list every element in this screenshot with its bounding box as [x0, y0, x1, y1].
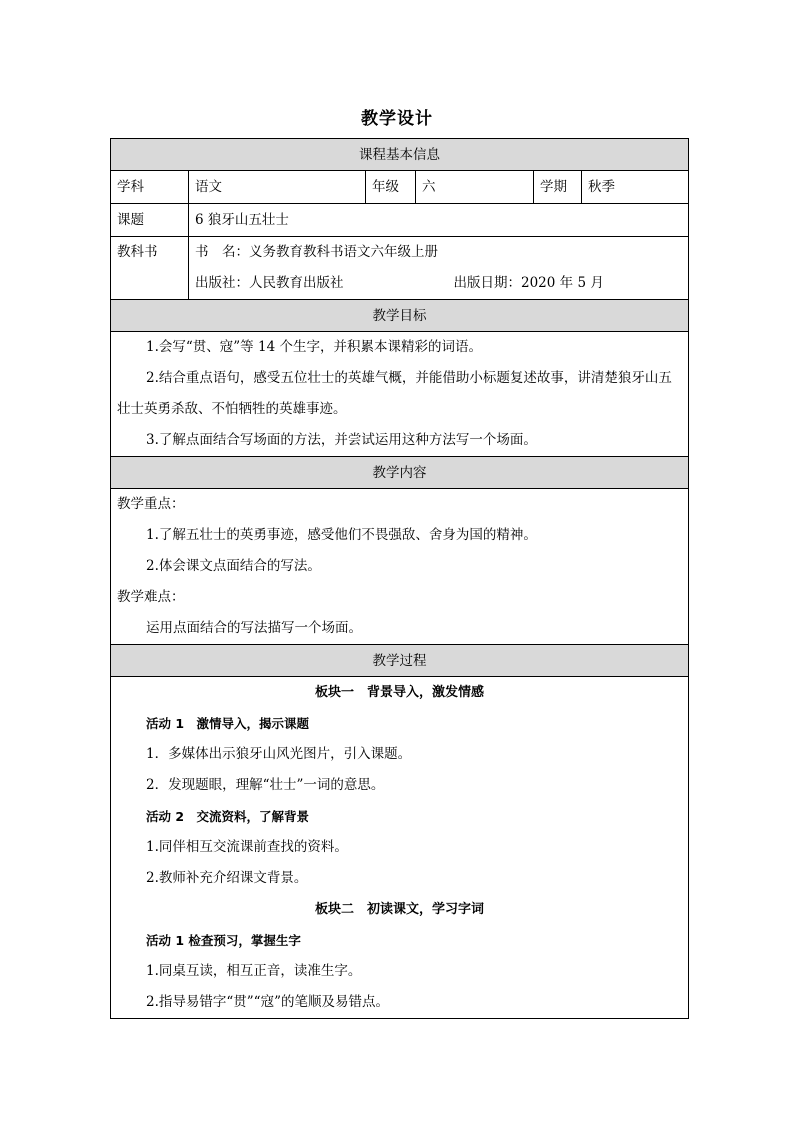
grade-label: 年级: [366, 171, 416, 204]
objectives-header: 教学目标: [111, 300, 689, 332]
textbook-info: [189, 237, 689, 300]
objective-item: 2.结合重点语句，感受五位壮士的英雄气概，并能借助小标题复述故事，讲清楚狼牙山五壮士英勇杀敌、不怕牺牲的英雄事迹。: [117, 370, 672, 417]
activity-step: 1.同桌互读，相互正音，读准生字。: [146, 963, 362, 979]
content-header: 教学内容: [111, 457, 689, 489]
lesson-value: 6 狼牙山五壮士: [189, 204, 689, 237]
subject-row: [111, 171, 689, 204]
difficult-point-item: 运用点面结合的写法描写一个场面。: [146, 620, 362, 636]
term-value: 秋季: [582, 171, 689, 204]
block-one-title: 板块一 背景导入，激发情感: [315, 685, 485, 700]
objectives-content: [111, 332, 689, 457]
publication-date: 出版日期：2020 年 5 月: [453, 275, 604, 291]
process-header: 教学过程: [111, 645, 689, 677]
process-header-row: [111, 645, 689, 677]
document-title: 教学设计: [361, 109, 433, 129]
difficult-points-label: 教学难点：: [117, 589, 185, 605]
process-row: [111, 677, 689, 1019]
subject-value: 语文: [189, 171, 366, 204]
content-body: [111, 489, 689, 645]
lesson-row: [111, 204, 689, 237]
objectives-row: [111, 332, 689, 457]
publisher-line: [195, 268, 682, 299]
key-points-label: 教学重点：: [117, 496, 185, 512]
block-two-title: 板块二 初读课文，学习字词: [315, 902, 485, 917]
basic-info-header: 课程基本信息: [111, 139, 689, 171]
textbook-label: 教科书: [111, 237, 189, 300]
subject-label: 学科: [111, 171, 189, 204]
process-body: [111, 677, 689, 1019]
objectives-header-row: [111, 300, 689, 332]
key-point-item: 1.了解五壮士的英勇事迹，感受他们不畏强敌、舍身为国的精神。: [146, 527, 537, 543]
lesson-plan-table: [110, 138, 689, 1019]
publisher: 出版社：人民教育出版社: [195, 275, 344, 291]
objective-item: 1.会写“贯、寇”等 14 个生字，并积累本课精彩的词语。: [146, 339, 482, 355]
block-two-activity-one-title: 活动 1 检查预习，掌握生字: [146, 933, 301, 948]
activity-step: 1.同伴相互交流课前查找的资料。: [146, 839, 348, 855]
activity-step: 1．多媒体出示狼牙山风光图片，引入课题。: [146, 746, 412, 762]
activity-step: 2.指导易错字“贯”“寇”的笔顺及易错点。: [146, 994, 389, 1010]
activity-step: 2.教师补充介绍课文背景。: [146, 870, 308, 886]
activity-step: 2．发现题眼，理解“壮士”一词的意思。: [146, 777, 385, 793]
content-row: [111, 489, 689, 645]
book-name: 书 名：义务教育教科书语文六年级上册: [195, 244, 438, 260]
term-label: 学期: [534, 171, 582, 204]
textbook-row: [111, 237, 689, 300]
block-one-activity-one-title: 活动 1 激情导入，揭示课题: [146, 716, 310, 731]
content-header-row: [111, 457, 689, 489]
grade-value: 六: [416, 171, 534, 204]
lesson-label: 课题: [111, 204, 189, 237]
objective-item: 3.了解点面结合写场面的方法，并尝试运用这种方法写一个场面。: [146, 432, 537, 448]
key-point-item: 2.体会课文点面结合的写法。: [146, 558, 321, 574]
basic-info-header-row: [111, 139, 689, 171]
block-one-activity-two-title: 活动 2 交流资料，了解背景: [146, 809, 310, 824]
